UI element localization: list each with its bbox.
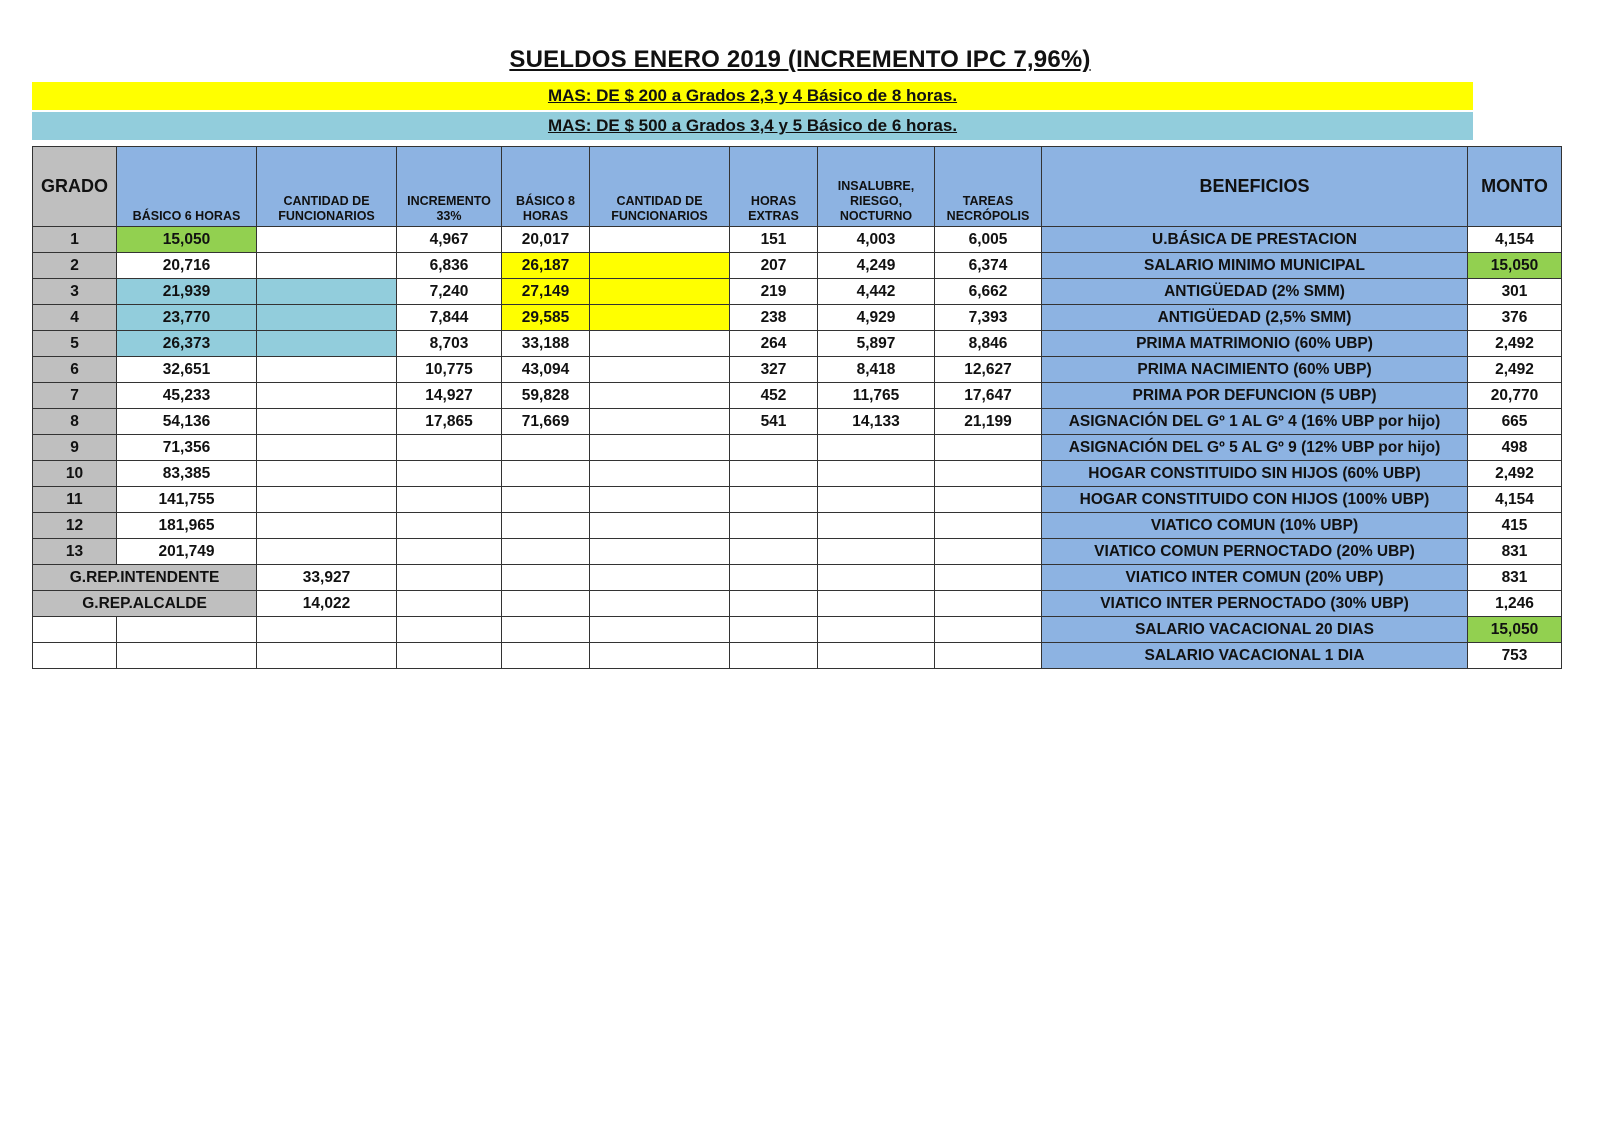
cell-incremento xyxy=(397,487,502,513)
cell-empty xyxy=(935,591,1042,617)
cell-empty xyxy=(935,617,1042,643)
cell-cantidad-2 xyxy=(590,461,730,487)
cell-horas-extras: 452 xyxy=(730,383,818,409)
cell-cantidad-2 xyxy=(590,279,730,305)
cell-beneficio: VIATICO INTER COMUN (20% UBP) xyxy=(1042,565,1468,591)
cell-basico-6: 15,050 xyxy=(117,227,257,253)
table-row xyxy=(33,643,1562,669)
cell-monto: 831 xyxy=(1468,539,1562,565)
cell-basico-6: 32,651 xyxy=(117,357,257,383)
cell-monto: 753 xyxy=(1468,643,1562,669)
cell-basico-8: 20,017 xyxy=(502,227,590,253)
header-tareas-necropolis: TAREAS NECRÓPOLIS xyxy=(935,147,1042,227)
cell-cantidad-2 xyxy=(590,253,730,279)
cell-basico-8: 33,188 xyxy=(502,331,590,357)
header-cantidad-funcionarios-2: CANTIDAD DE FUNCIONARIOS xyxy=(590,147,730,227)
cell-grado: 6 xyxy=(33,357,117,383)
cell-basico-6: 201,749 xyxy=(117,539,257,565)
header-cantidad-funcionarios-1: CANTIDAD DE FUNCIONARIOS xyxy=(257,147,397,227)
cell-basico-6: 181,965 xyxy=(117,513,257,539)
cell-tareas: 6,005 xyxy=(935,227,1042,253)
cell-empty xyxy=(397,591,502,617)
cell-beneficio: ANTIGÜEDAD (2,5% SMM) xyxy=(1042,305,1468,331)
cell-monto: 1,246 xyxy=(1468,591,1562,617)
cell-tareas: 6,374 xyxy=(935,253,1042,279)
cell-cantidad-2 xyxy=(590,435,730,461)
table-row xyxy=(33,513,1562,539)
cell-empty xyxy=(502,643,590,669)
cell-insalubre: 8,418 xyxy=(818,357,935,383)
cell-cantidad-2 xyxy=(590,539,730,565)
cell-horas-extras: 541 xyxy=(730,409,818,435)
cell-grado: 10 xyxy=(33,461,117,487)
table-header-row xyxy=(33,147,1562,227)
cell-basico-8: 71,669 xyxy=(502,409,590,435)
cell-grado: 11 xyxy=(33,487,117,513)
cell-beneficio: VIATICO COMUN PERNOCTADO (20% UBP) xyxy=(1042,539,1468,565)
cell-cantidad-1 xyxy=(257,461,397,487)
cell-empty xyxy=(590,643,730,669)
cell-basico-8: 29,585 xyxy=(502,305,590,331)
cell-tareas: 17,647 xyxy=(935,383,1042,409)
header-incremento: INCREMENTO 33% xyxy=(397,147,502,227)
table-row xyxy=(33,357,1562,383)
cell-cantidad-1 xyxy=(257,253,397,279)
cell-rep-value: 33,927 xyxy=(257,565,397,591)
cell-empty xyxy=(117,617,257,643)
cell-empty xyxy=(730,565,818,591)
cell-cantidad-1 xyxy=(257,513,397,539)
cell-empty xyxy=(502,591,590,617)
cell-incremento: 7,240 xyxy=(397,279,502,305)
cell-beneficio: VIATICO COMUN (10% UBP) xyxy=(1042,513,1468,539)
cell-monto: 4,154 xyxy=(1468,227,1562,253)
cell-tareas: 21,199 xyxy=(935,409,1042,435)
cell-empty xyxy=(33,643,117,669)
cell-cantidad-2 xyxy=(590,487,730,513)
note-band-6-horas: MAS: DE $ 500 a Grados 3,4 y 5 Básico de 6 horas. xyxy=(32,112,1473,140)
cell-grado: 9 xyxy=(33,435,117,461)
cell-horas-extras xyxy=(730,487,818,513)
table-row xyxy=(33,461,1562,487)
cell-empty xyxy=(590,591,730,617)
cell-cantidad-2 xyxy=(590,305,730,331)
cell-beneficio: PRIMA POR DEFUNCION (5 UBP) xyxy=(1042,383,1468,409)
header-beneficios: BENEFICIOS xyxy=(1042,147,1468,227)
cell-monto: 498 xyxy=(1468,435,1562,461)
cell-empty xyxy=(502,617,590,643)
cell-monto: 415 xyxy=(1468,513,1562,539)
cell-tareas xyxy=(935,461,1042,487)
cell-grado: 1 xyxy=(33,227,117,253)
cell-tareas xyxy=(935,539,1042,565)
cell-beneficio: PRIMA MATRIMONIO (60% UBP) xyxy=(1042,331,1468,357)
cell-monto: 2,492 xyxy=(1468,331,1562,357)
cell-basico-6: 23,770 xyxy=(117,305,257,331)
cell-cantidad-1 xyxy=(257,383,397,409)
cell-basico-8 xyxy=(502,461,590,487)
table-row xyxy=(33,487,1562,513)
cell-beneficio: SALARIO VACACIONAL 20 DIAS xyxy=(1042,617,1468,643)
cell-basico-6: 141,755 xyxy=(117,487,257,513)
cell-incremento: 7,844 xyxy=(397,305,502,331)
cell-insalubre: 5,897 xyxy=(818,331,935,357)
cell-empty xyxy=(257,617,397,643)
cell-incremento: 4,967 xyxy=(397,227,502,253)
cell-tareas: 8,846 xyxy=(935,331,1042,357)
cell-empty xyxy=(397,643,502,669)
cell-empty xyxy=(397,565,502,591)
cell-horas-extras xyxy=(730,461,818,487)
table-row xyxy=(33,279,1562,305)
cell-incremento xyxy=(397,539,502,565)
cell-monto: 2,492 xyxy=(1468,461,1562,487)
cell-grado: 7 xyxy=(33,383,117,409)
cell-basico-6: 26,373 xyxy=(117,331,257,357)
cell-beneficio: VIATICO INTER PERNOCTADO (30% UBP) xyxy=(1042,591,1468,617)
table-row-representacion xyxy=(33,565,1562,591)
cell-grado: 12 xyxy=(33,513,117,539)
cell-empty xyxy=(818,617,935,643)
header-basico-6-horas: BÁSICO 6 HORAS xyxy=(117,147,257,227)
table-row xyxy=(33,617,1562,643)
cell-basico-6: 21,939 xyxy=(117,279,257,305)
cell-empty xyxy=(397,617,502,643)
cell-basico-6: 45,233 xyxy=(117,383,257,409)
cell-basico-8 xyxy=(502,487,590,513)
cell-tareas: 6,662 xyxy=(935,279,1042,305)
cell-basico-8: 43,094 xyxy=(502,357,590,383)
table-row-representacion xyxy=(33,591,1562,617)
cell-insalubre: 11,765 xyxy=(818,383,935,409)
cell-horas-extras: 327 xyxy=(730,357,818,383)
cell-cantidad-2 xyxy=(590,357,730,383)
cell-cantidad-1 xyxy=(257,435,397,461)
cell-cantidad-2 xyxy=(590,513,730,539)
cell-empty xyxy=(935,565,1042,591)
cell-insalubre xyxy=(818,435,935,461)
cell-cantidad-1 xyxy=(257,331,397,357)
cell-tareas: 12,627 xyxy=(935,357,1042,383)
cell-insalubre: 14,133 xyxy=(818,409,935,435)
cell-incremento: 10,775 xyxy=(397,357,502,383)
cell-grado: 5 xyxy=(33,331,117,357)
cell-horas-extras xyxy=(730,513,818,539)
cell-basico-8 xyxy=(502,513,590,539)
cell-insalubre: 4,929 xyxy=(818,305,935,331)
cell-incremento: 6,836 xyxy=(397,253,502,279)
cell-horas-extras: 264 xyxy=(730,331,818,357)
cell-cantidad-2 xyxy=(590,227,730,253)
cell-horas-extras xyxy=(730,435,818,461)
cell-horas-extras: 219 xyxy=(730,279,818,305)
table-row xyxy=(33,435,1562,461)
cell-monto: 15,050 xyxy=(1468,253,1562,279)
cell-cantidad-2 xyxy=(590,331,730,357)
salary-table xyxy=(32,146,1562,669)
cell-empty xyxy=(33,617,117,643)
cell-cantidad-1 xyxy=(257,539,397,565)
header-monto: MONTO xyxy=(1468,147,1562,227)
cell-beneficio: HOGAR CONSTITUIDO SIN HIJOS (60% UBP) xyxy=(1042,461,1468,487)
cell-horas-extras: 238 xyxy=(730,305,818,331)
cell-cantidad-1 xyxy=(257,279,397,305)
cell-rep-label: G.REP.INTENDENTE xyxy=(33,565,257,591)
cell-cantidad-2 xyxy=(590,383,730,409)
cell-beneficio: SALARIO VACACIONAL 1 DIA xyxy=(1042,643,1468,669)
cell-cantidad-1 xyxy=(257,409,397,435)
cell-cantidad-1 xyxy=(257,487,397,513)
cell-cantidad-1 xyxy=(257,227,397,253)
table-row xyxy=(33,305,1562,331)
cell-cantidad-1 xyxy=(257,305,397,331)
cell-rep-label: G.REP.ALCALDE xyxy=(33,591,257,617)
cell-beneficio: PRIMA NACIMIENTO (60% UBP) xyxy=(1042,357,1468,383)
cell-cantidad-1 xyxy=(257,357,397,383)
cell-insalubre: 4,249 xyxy=(818,253,935,279)
table-row xyxy=(33,409,1562,435)
cell-insalubre: 4,442 xyxy=(818,279,935,305)
cell-monto: 4,154 xyxy=(1468,487,1562,513)
table-row xyxy=(33,331,1562,357)
cell-monto: 831 xyxy=(1468,565,1562,591)
cell-incremento xyxy=(397,461,502,487)
table-row xyxy=(33,383,1562,409)
cell-grado: 2 xyxy=(33,253,117,279)
cell-empty xyxy=(590,617,730,643)
cell-basico-8: 59,828 xyxy=(502,383,590,409)
cell-insalubre: 4,003 xyxy=(818,227,935,253)
cell-horas-extras: 151 xyxy=(730,227,818,253)
cell-empty xyxy=(818,565,935,591)
header-basico-8-horas: BÁSICO 8 HORAS xyxy=(502,147,590,227)
cell-beneficio: U.BÁSICA DE PRESTACION xyxy=(1042,227,1468,253)
cell-monto: 20,770 xyxy=(1468,383,1562,409)
cell-empty xyxy=(818,591,935,617)
cell-basico-8 xyxy=(502,539,590,565)
cell-incremento: 14,927 xyxy=(397,383,502,409)
cell-empty xyxy=(117,643,257,669)
cell-empty xyxy=(818,643,935,669)
cell-empty xyxy=(935,643,1042,669)
cell-basico-8: 26,187 xyxy=(502,253,590,279)
cell-basico-8: 27,149 xyxy=(502,279,590,305)
cell-basico-8 xyxy=(502,435,590,461)
header-grado: GRADO xyxy=(33,147,117,227)
cell-insalubre xyxy=(818,513,935,539)
cell-grado: 4 xyxy=(33,305,117,331)
cell-horas-extras xyxy=(730,539,818,565)
cell-incremento: 17,865 xyxy=(397,409,502,435)
cell-basico-6: 20,716 xyxy=(117,253,257,279)
table-row xyxy=(33,253,1562,279)
cell-basico-6: 71,356 xyxy=(117,435,257,461)
cell-insalubre xyxy=(818,487,935,513)
note-band-8-horas: MAS: DE $ 200 a Grados 2,3 y 4 Básico de 8 horas. xyxy=(32,82,1473,110)
header-horas-extras: HORAS EXTRAS xyxy=(730,147,818,227)
cell-beneficio: HOGAR CONSTITUIDO CON HIJOS (100% UBP) xyxy=(1042,487,1468,513)
cell-incremento xyxy=(397,513,502,539)
cell-rep-value: 14,022 xyxy=(257,591,397,617)
cell-grado: 3 xyxy=(33,279,117,305)
cell-tareas: 7,393 xyxy=(935,305,1042,331)
cell-monto: 2,492 xyxy=(1468,357,1562,383)
page-title: SUELDOS ENERO 2019 (INCREMENTO IPC 7,96%) xyxy=(509,46,1091,73)
cell-basico-6: 83,385 xyxy=(117,461,257,487)
cell-horas-extras: 207 xyxy=(730,253,818,279)
cell-monto: 376 xyxy=(1468,305,1562,331)
cell-monto: 665 xyxy=(1468,409,1562,435)
cell-empty xyxy=(730,591,818,617)
cell-beneficio: ASIGNACIÓN DEL Gº 5 AL Gº 9 (12% UBP por hijo) xyxy=(1042,435,1468,461)
cell-grado: 13 xyxy=(33,539,117,565)
cell-empty xyxy=(730,617,818,643)
cell-insalubre xyxy=(818,461,935,487)
cell-beneficio: ANTIGÜEDAD (2% SMM) xyxy=(1042,279,1468,305)
cell-empty xyxy=(257,643,397,669)
cell-tareas xyxy=(935,513,1042,539)
cell-incremento: 8,703 xyxy=(397,331,502,357)
cell-tareas xyxy=(935,435,1042,461)
cell-grado: 8 xyxy=(33,409,117,435)
cell-tareas xyxy=(935,487,1042,513)
cell-empty xyxy=(502,565,590,591)
table-row xyxy=(33,227,1562,253)
cell-basico-6: 54,136 xyxy=(117,409,257,435)
cell-incremento xyxy=(397,435,502,461)
cell-empty xyxy=(590,565,730,591)
cell-beneficio: SALARIO MINIMO MUNICIPAL xyxy=(1042,253,1468,279)
cell-monto: 301 xyxy=(1468,279,1562,305)
table-row xyxy=(33,539,1562,565)
cell-insalubre xyxy=(818,539,935,565)
cell-monto: 15,050 xyxy=(1468,617,1562,643)
cell-beneficio: ASIGNACIÓN DEL Gº 1 AL Gº 4 (16% UBP por hijo) xyxy=(1042,409,1468,435)
header-insalubre: INSALUBRE, RIESGO, NOCTURNO xyxy=(818,147,935,227)
cell-empty xyxy=(730,643,818,669)
cell-cantidad-2 xyxy=(590,409,730,435)
